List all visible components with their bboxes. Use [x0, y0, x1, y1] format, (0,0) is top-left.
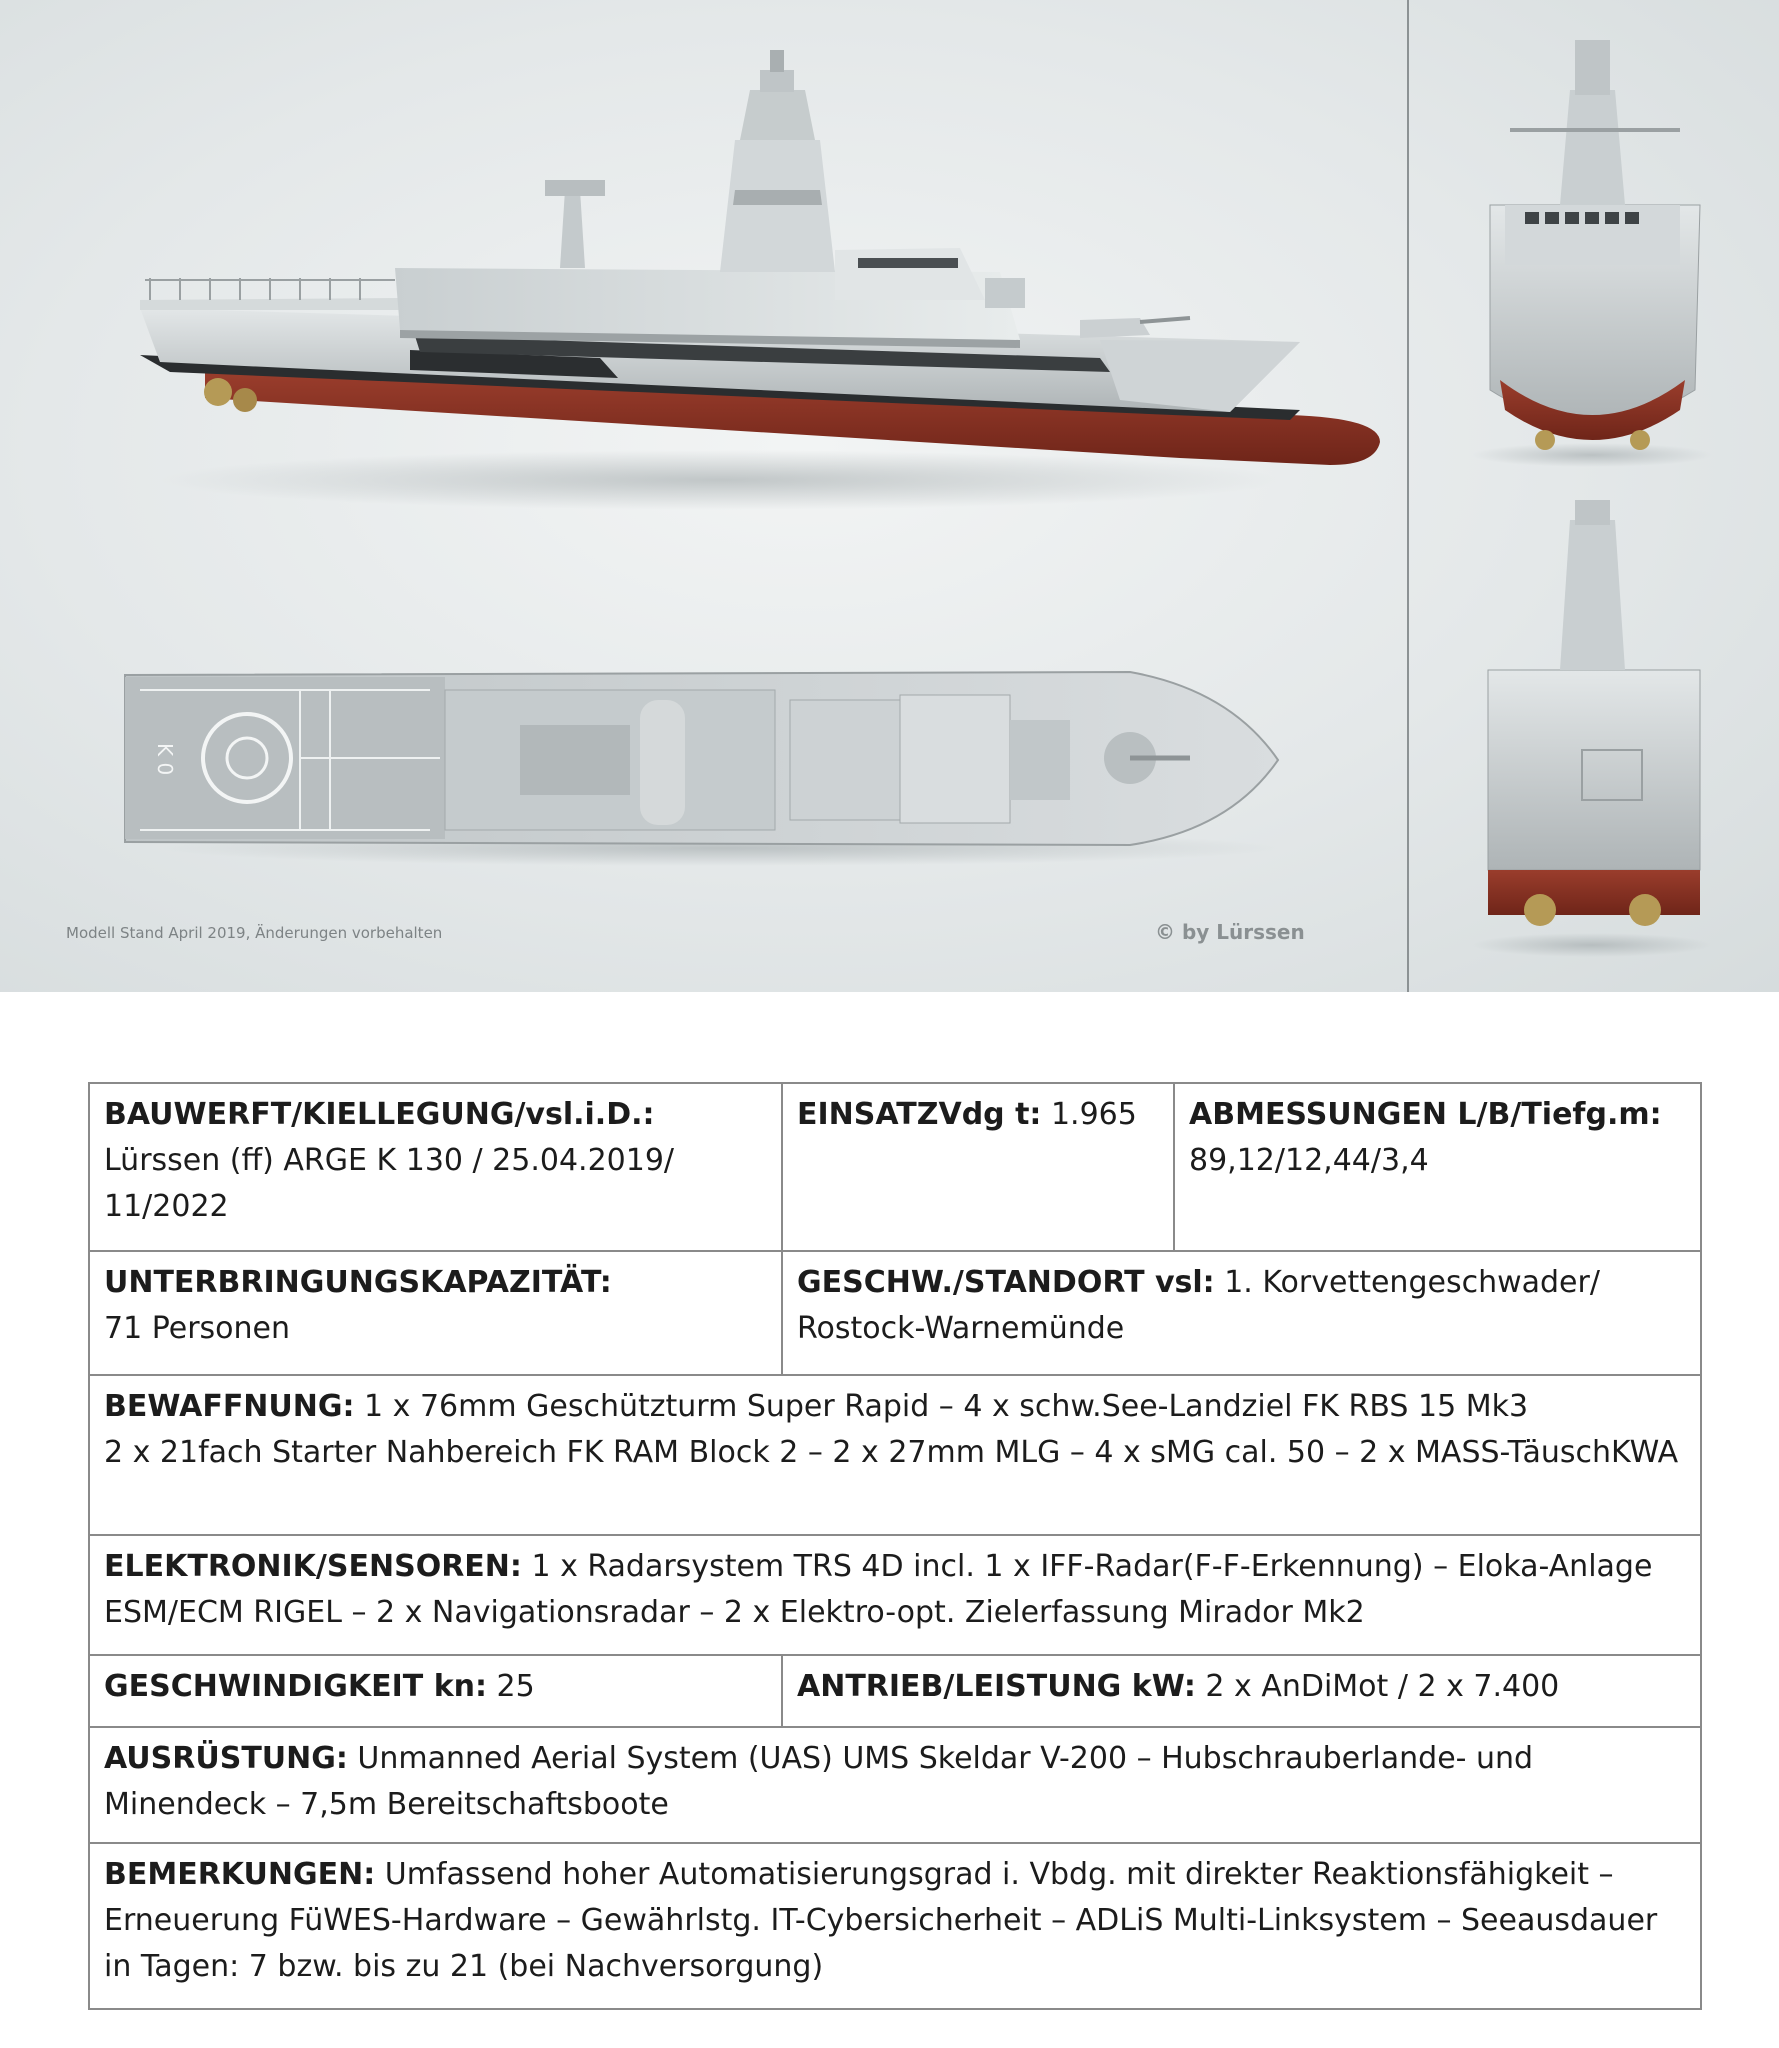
- table-row: [89, 1843, 1701, 2009]
- bewaffnung-value-1: 1 x 76mm Geschützturm Super Rapid – 4 x schw.See-Landziel FK RBS 15 Mk3: [354, 1389, 1529, 1424]
- antrieb-label: ANTRIEB/LEISTUNG kW:: [797, 1669, 1196, 1704]
- geschw-standort-label: GESCHW./STANDORT vsl:: [797, 1265, 1215, 1300]
- corvette-renderings: [0, 0, 1779, 992]
- cell-ausruestung: [89, 1727, 1701, 1843]
- bewaffnung-value-2: 2 x 21fach Starter Nahbereich FK RAM Block 2 – 2 x 27mm MLG – 4 x sMG cal. 50 – 2 x MASS-TäuschKWA: [104, 1435, 1679, 1470]
- cell-bewaffnung: [89, 1375, 1701, 1535]
- top-view-ship: [125, 672, 1278, 845]
- ship-render-panel: [0, 0, 1779, 992]
- bewaffnung-label: BEWAFFNUNG:: [104, 1389, 355, 1424]
- panel-divider: [1407, 0, 1409, 992]
- unterbringung-label: UNTERBRINGUNGSKAPAZITÄT:: [104, 1265, 612, 1300]
- side-view-shadow: [160, 450, 1280, 510]
- table-row: [89, 1251, 1701, 1375]
- table-row: [89, 1655, 1701, 1727]
- cell-geschwindigkeit: [89, 1655, 782, 1727]
- cell-bauwerft: [89, 1083, 782, 1251]
- bow-view-ship: [1472, 40, 1712, 467]
- ship-spec-table: [88, 1082, 1702, 2010]
- abmessungen-label: ABMESSUNGEN L/B/Tiefg.m:: [1189, 1097, 1662, 1132]
- elektronik-value: 1 x Radarsystem TRS 4D incl. 1 x IFF-Radar(F-F-Erkennung) – Eloka-Anlage ESM/ECM RIGEL – 2 x Navigationsradar – 2 x Elektro-opt. Zielerfassung Mirador Mk2: [104, 1549, 1653, 1630]
- einsatz-value: 1.965: [1041, 1097, 1137, 1132]
- table-row: [89, 1083, 1701, 1251]
- side-view-ship: [140, 50, 1380, 465]
- model-caption: Modell Stand April 2019, Änderungen vorbehalten: [66, 924, 443, 942]
- unterbringung-value: 71 Personen: [104, 1311, 290, 1346]
- deck-marking: K 0: [153, 743, 177, 776]
- einsatz-label: EINSATZVdg t:: [797, 1097, 1042, 1132]
- cell-elektronik: [89, 1535, 1701, 1655]
- table-row: [89, 1727, 1701, 1843]
- geschwindigkeit-value: 25: [487, 1669, 535, 1704]
- geschwindigkeit-label: GESCHWINDIGKEIT kn:: [104, 1669, 488, 1704]
- bauwerft-label: BAUWERFT/KIELLEGUNG/vsl.i.D.:: [104, 1097, 655, 1132]
- stern-view-ship: [1472, 500, 1712, 957]
- cell-antrieb: [782, 1655, 1701, 1727]
- bemerkungen-label: BEMERKUNGEN:: [104, 1857, 376, 1892]
- table-row: [89, 1375, 1701, 1535]
- ausruestung-value: Unmanned Aerial System (UAS) UMS Skeldar V-200 – Hubschrauberlande- und Minendeck – 7,5m Bereitschaftsboote: [104, 1741, 1534, 1822]
- abmessungen-value: 89,12/12,44/3,4: [1189, 1143, 1429, 1178]
- ausruestung-label: AUSRÜSTUNG:: [104, 1741, 348, 1776]
- cell-bemerkungen: [89, 1843, 1701, 2009]
- cell-geschw-standort: [782, 1251, 1701, 1375]
- bauwerft-value-1: Lürssen (ff) ARGE K 130 / 25.04.2019/: [104, 1143, 675, 1178]
- antrieb-value: 2 x AnDiMot / 2 x 7.400: [1195, 1669, 1560, 1704]
- cell-unterbringung: [89, 1251, 782, 1375]
- cell-einsatz: [782, 1083, 1174, 1251]
- geschw-standort-value: 1. Korvettengeschwader/ Rostock-Warnemünde: [797, 1265, 1600, 1346]
- copyright-notice: © by Lürssen: [1155, 920, 1305, 944]
- bauwerft-value-2: 11/2022: [104, 1189, 229, 1224]
- cell-abmessungen: [1174, 1083, 1701, 1251]
- elektronik-label: ELEKTRONIK/SENSOREN:: [104, 1549, 522, 1584]
- bemerkungen-value: Umfassend hoher Automatisierungsgrad i. Vbdg. mit direkter Reaktionsfähigkeit – Erneuerung FüWES-Hardware – Gewährlstg. IT-Cybersicherheit – ADLiS Multi-Linksystem – Seeausdauer in Tagen: 7 bzw. bis zu 21 (bei Nachversorgung): [104, 1857, 1658, 1984]
- table-row: [89, 1535, 1701, 1655]
